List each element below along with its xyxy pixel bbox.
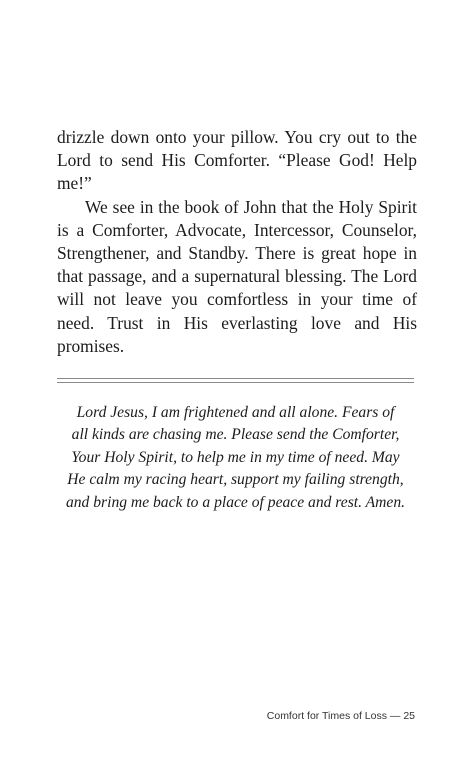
- running-title: Comfort for Times of Loss: [266, 710, 387, 722]
- prayer-block: [57, 402, 414, 514]
- footer-separator: —: [389, 710, 401, 722]
- prayer-line: He calm my racing heart, support my failing strength,: [67, 471, 404, 489]
- body-paragraph: We see in the book of John that the Holy Spirit is a Comforter, Advocate, Intercessor, Counselor, Strengthener, and Standby. There is great hope in that passage, and a supernatural blessing. The Lord will not leave you comfortless in your time of need. Trust in His everlasting love and His promises.: [57, 196, 417, 356]
- double-rule-divider: [57, 378, 414, 383]
- prayer-line: Your Holy Spirit, to help me in my time of need. May: [71, 448, 400, 466]
- page-number: 25: [403, 710, 415, 722]
- prayer-line: Lord Jesus, I am frightened and all alone. Fears of: [76, 404, 395, 421]
- prayer-line: all kinds are chasing me. Please send the Comforter,: [71, 426, 400, 444]
- page-footer: [267, 710, 415, 722]
- body-paragraph-continued: drizzle down onto your pillow. You cry out to the Lord to send His Comforter. “Please God! Help me!”: [57, 127, 417, 194]
- prayer-line: and bring me back to a place of peace and rest. Amen.: [65, 493, 406, 511]
- body-text: [57, 126, 417, 358]
